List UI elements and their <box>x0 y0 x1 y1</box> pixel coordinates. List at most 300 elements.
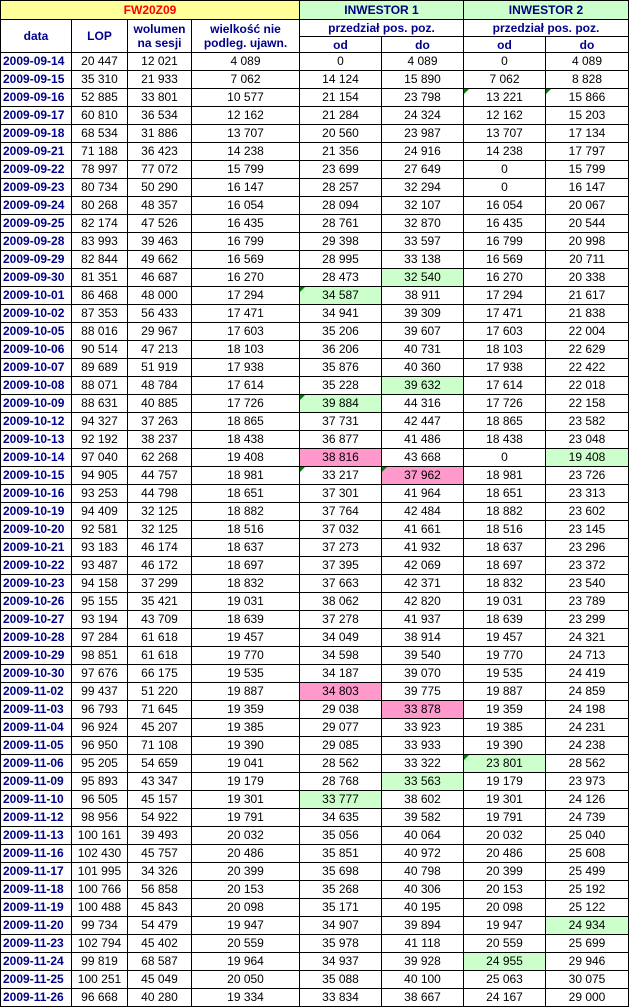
table-row <box>1 737 629 755</box>
lop-cell: 94 905 <box>72 467 128 485</box>
volume-cell: 37 263 <box>128 413 192 431</box>
investor2-from-cell: 12 162 <box>464 107 546 125</box>
volume-cell: 39 463 <box>128 233 192 251</box>
volume-cell: 51 220 <box>128 683 192 701</box>
investor2-range-header: przedział pos. poz. <box>464 20 629 37</box>
lop-cell: 99 734 <box>72 917 128 935</box>
table-row <box>1 179 629 197</box>
size-cell: 4 089 <box>192 53 300 71</box>
investor2-from-cell: 18 865 <box>464 413 546 431</box>
investor2-to-cell: 22 629 <box>546 341 629 359</box>
investor2-to-cell: 25 699 <box>546 935 629 953</box>
investor2-to-cell: 20 711 <box>546 251 629 269</box>
investor2-to-cell: 24 713 <box>546 647 629 665</box>
size-cell: 17 938 <box>192 359 300 377</box>
investor2-to-cell: 20 338 <box>546 269 629 287</box>
size-cell: 18 103 <box>192 341 300 359</box>
investor2-to-cell: 23 540 <box>546 575 629 593</box>
investor2-to-cell: 23 602 <box>546 503 629 521</box>
investor1-from-cell: 28 473 <box>300 269 382 287</box>
investor2-to-cell: 24 126 <box>546 791 629 809</box>
volume-cell: 71 645 <box>128 701 192 719</box>
investor2-to-cell: 23 048 <box>546 431 629 449</box>
date-cell: 2009-10-02 <box>1 305 72 323</box>
investor2-from-cell: 19 390 <box>464 737 546 755</box>
investor1-to-cell: 39 540 <box>382 647 464 665</box>
investor1-from-cell: 28 761 <box>300 215 382 233</box>
lop-cell: 88 631 <box>72 395 128 413</box>
investor1-from-cell: 28 995 <box>300 251 382 269</box>
investor2-to-cell: 24 321 <box>546 629 629 647</box>
date-cell: 2009-10-05 <box>1 323 72 341</box>
table-row <box>1 701 629 719</box>
investor1-to-cell: 39 928 <box>382 953 464 971</box>
investor1-from-cell: 35 698 <box>300 863 382 881</box>
size-cell: 19 791 <box>192 809 300 827</box>
lop-cell: 100 488 <box>72 899 128 917</box>
investor2-to-cell: 22 422 <box>546 359 629 377</box>
investor1-from-cell: 34 587 <box>300 287 382 305</box>
date-cell: 2009-10-19 <box>1 503 72 521</box>
investor2-from-cell: 18 438 <box>464 431 546 449</box>
investor2-from-cell: 19 457 <box>464 629 546 647</box>
investor1-to-cell: 42 447 <box>382 413 464 431</box>
investor2-to-cell: 23 726 <box>546 467 629 485</box>
lop-cell: 100 251 <box>72 971 128 989</box>
investor1-from-cell: 21 154 <box>300 89 382 107</box>
investor2-to-cell: 29 000 <box>546 989 629 1007</box>
investor1-from-cell: 34 598 <box>300 647 382 665</box>
date-cell: 2009-09-15 <box>1 71 72 89</box>
lop-cell: 92 192 <box>72 431 128 449</box>
investor1-to-cell: 38 914 <box>382 629 464 647</box>
table-row <box>1 575 629 593</box>
investor2-to-cell: 22 004 <box>546 323 629 341</box>
investor2-from-cell: 18 882 <box>464 503 546 521</box>
investor2-from-cell: 25 063 <box>464 971 546 989</box>
table-row <box>1 197 629 215</box>
size-cell: 19 947 <box>192 917 300 935</box>
date-cell: 2009-10-30 <box>1 665 72 683</box>
investor2-from-cell: 16 054 <box>464 197 546 215</box>
investor2-to-cell: 21 838 <box>546 305 629 323</box>
volume-cell: 77 072 <box>128 161 192 179</box>
investor2-to-cell: 24 859 <box>546 683 629 701</box>
investor1-header: INWESTOR 1 <box>300 1 464 20</box>
investor2-to-cell: 24 231 <box>546 719 629 737</box>
investor1-to-cell: 40 064 <box>382 827 464 845</box>
table-row <box>1 593 629 611</box>
volume-cell: 32 125 <box>128 521 192 539</box>
investor1-from-cell: 35 228 <box>300 377 382 395</box>
investor1-from-cell: 35 206 <box>300 323 382 341</box>
investor1-from-cell: 29 038 <box>300 701 382 719</box>
size-cell: 16 054 <box>192 197 300 215</box>
investor2-to-cell: 23 582 <box>546 413 629 431</box>
table-row <box>1 269 629 287</box>
investor1-to-cell: 24 916 <box>382 143 464 161</box>
table-row <box>1 125 629 143</box>
size-cell: 17 726 <box>192 395 300 413</box>
size-cell: 20 399 <box>192 863 300 881</box>
volume-cell: 43 709 <box>128 611 192 629</box>
investor1-from-cell: 33 777 <box>300 791 382 809</box>
date-cell: 2009-11-18 <box>1 881 72 899</box>
investor2-from-cell: 24 167 <box>464 989 546 1007</box>
investor1-to-cell: 40 798 <box>382 863 464 881</box>
date-cell: 2009-09-17 <box>1 107 72 125</box>
investor1-to-cell: 33 933 <box>382 737 464 755</box>
investor2-to-cell: 22 158 <box>546 395 629 413</box>
investor1-to-header: do <box>382 37 464 53</box>
size-cell: 20 032 <box>192 827 300 845</box>
lop-cell: 99 819 <box>72 953 128 971</box>
volume-cell: 39 493 <box>128 827 192 845</box>
table-row <box>1 863 629 881</box>
investor2-to-cell: 20 998 <box>546 233 629 251</box>
volume-cell: 36 534 <box>128 107 192 125</box>
volume-cell: 48 000 <box>128 287 192 305</box>
size-cell: 15 799 <box>192 161 300 179</box>
date-cell: 2009-11-06 <box>1 755 72 773</box>
investor1-from-cell: 34 941 <box>300 305 382 323</box>
size-cell: 14 238 <box>192 143 300 161</box>
investor1-to-cell: 42 820 <box>382 593 464 611</box>
investor1-from-cell: 36 206 <box>300 341 382 359</box>
table-row <box>1 773 629 791</box>
table-row <box>1 971 629 989</box>
table-row <box>1 899 629 917</box>
investor2-from-cell: 0 <box>464 179 546 197</box>
investor1-to-cell: 39 607 <box>382 323 464 341</box>
investor1-to-cell: 33 923 <box>382 719 464 737</box>
investor2-from-cell: 0 <box>464 161 546 179</box>
date-cell: 2009-09-24 <box>1 197 72 215</box>
investor1-to-cell: 40 306 <box>382 881 464 899</box>
date-cell: 2009-09-14 <box>1 53 72 71</box>
investor1-to-cell: 33 138 <box>382 251 464 269</box>
date-cell: 2009-10-12 <box>1 413 72 431</box>
size-cell: 20 098 <box>192 899 300 917</box>
table-row <box>1 485 629 503</box>
investor2-from-cell: 19 301 <box>464 791 546 809</box>
lop-cell: 93 487 <box>72 557 128 575</box>
date-cell: 2009-11-17 <box>1 863 72 881</box>
lop-cell: 68 534 <box>72 125 128 143</box>
investor1-to-cell: 41 964 <box>382 485 464 503</box>
date-cell: 2009-10-20 <box>1 521 72 539</box>
investor2-from-cell: 13 221 <box>464 89 546 107</box>
investor1-from-cell: 38 062 <box>300 593 382 611</box>
table-row <box>1 359 629 377</box>
table-row <box>1 503 629 521</box>
investor2-from-cell: 18 639 <box>464 611 546 629</box>
volume-cell: 33 801 <box>128 89 192 107</box>
investor2-to-cell: 24 739 <box>546 809 629 827</box>
table-row <box>1 935 629 953</box>
date-cell: 2009-10-21 <box>1 539 72 557</box>
investor1-to-cell: 41 661 <box>382 521 464 539</box>
date-col-header: data <box>1 20 72 53</box>
volume-cell: 46 172 <box>128 557 192 575</box>
investor1-to-cell: 32 107 <box>382 197 464 215</box>
date-cell: 2009-11-25 <box>1 971 72 989</box>
lop-cell: 96 950 <box>72 737 128 755</box>
table-row <box>1 377 629 395</box>
investor2-to-cell: 17 134 <box>546 125 629 143</box>
investor2-from-header: od <box>464 37 546 53</box>
volume-cell: 34 326 <box>128 863 192 881</box>
investor1-to-cell: 39 894 <box>382 917 464 935</box>
investor1-from-cell: 38 816 <box>300 449 382 467</box>
volume-cell: 43 347 <box>128 773 192 791</box>
investor1-from-cell: 29 398 <box>300 233 382 251</box>
investor1-to-cell: 41 937 <box>382 611 464 629</box>
investor2-from-cell: 19 947 <box>464 917 546 935</box>
table-row <box>1 233 629 251</box>
investor1-to-cell: 37 962 <box>382 467 464 485</box>
size-cell: 16 799 <box>192 233 300 251</box>
volume-cell: 56 433 <box>128 305 192 323</box>
volume-cell: 47 526 <box>128 215 192 233</box>
volume-cell: 61 618 <box>128 647 192 665</box>
investor2-from-cell: 17 938 <box>464 359 546 377</box>
volume-cell: 12 021 <box>128 53 192 71</box>
date-cell: 2009-09-25 <box>1 215 72 233</box>
date-cell: 2009-11-16 <box>1 845 72 863</box>
volume-cell: 46 174 <box>128 539 192 557</box>
investor1-to-cell: 23 798 <box>382 89 464 107</box>
size-cell: 18 516 <box>192 521 300 539</box>
date-cell: 2009-10-14 <box>1 449 72 467</box>
size-cell: 16 270 <box>192 269 300 287</box>
lop-cell: 93 253 <box>72 485 128 503</box>
lop-cell: 98 851 <box>72 647 128 665</box>
volume-cell: 40 885 <box>128 395 192 413</box>
series-header: FW20Z09 <box>1 1 300 20</box>
header-row-groups <box>1 1 629 20</box>
volume-cell: 62 268 <box>128 449 192 467</box>
size-cell: 7 062 <box>192 71 300 89</box>
investor2-from-cell: 24 955 <box>464 953 546 971</box>
lop-cell: 83 993 <box>72 233 128 251</box>
investor2-from-cell: 18 832 <box>464 575 546 593</box>
date-cell: 2009-11-13 <box>1 827 72 845</box>
investor1-from-cell: 35 851 <box>300 845 382 863</box>
investor1-to-cell: 23 987 <box>382 125 464 143</box>
investor2-from-cell: 19 791 <box>464 809 546 827</box>
size-cell: 19 408 <box>192 449 300 467</box>
date-cell: 2009-10-28 <box>1 629 72 647</box>
date-cell: 2009-10-08 <box>1 377 72 395</box>
lop-cell: 80 734 <box>72 179 128 197</box>
investor2-to-cell: 23 145 <box>546 521 629 539</box>
volume-cell: 45 049 <box>128 971 192 989</box>
lop-cell: 93 194 <box>72 611 128 629</box>
investor2-from-cell: 19 359 <box>464 701 546 719</box>
volume-cell: 46 687 <box>128 269 192 287</box>
size-cell: 19 031 <box>192 593 300 611</box>
investor2-from-cell: 20 098 <box>464 899 546 917</box>
investor1-to-cell: 24 324 <box>382 107 464 125</box>
investor1-to-cell: 42 069 <box>382 557 464 575</box>
table-row <box>1 755 629 773</box>
investor1-from-cell: 34 635 <box>300 809 382 827</box>
date-cell: 2009-10-09 <box>1 395 72 413</box>
investor1-to-cell: 39 632 <box>382 377 464 395</box>
lop-cell: 96 668 <box>72 989 128 1007</box>
table-row <box>1 647 629 665</box>
size-cell: 19 301 <box>192 791 300 809</box>
investor1-to-cell: 32 294 <box>382 179 464 197</box>
volume-col-header <box>128 20 192 53</box>
investor2-from-cell: 17 726 <box>464 395 546 413</box>
lop-cell: 89 689 <box>72 359 128 377</box>
size-cell: 19 770 <box>192 647 300 665</box>
investor1-from-cell: 34 187 <box>300 665 382 683</box>
investor1-from-cell: 37 395 <box>300 557 382 575</box>
table-row <box>1 719 629 737</box>
table-row <box>1 845 629 863</box>
volume-cell: 61 618 <box>128 629 192 647</box>
table-body <box>1 53 629 1007</box>
investor2-to-cell: 23 299 <box>546 611 629 629</box>
investor1-from-cell: 28 094 <box>300 197 382 215</box>
lop-cell: 100 766 <box>72 881 128 899</box>
table-row <box>1 809 629 827</box>
lop-cell: 92 581 <box>72 521 128 539</box>
lop-cell: 95 893 <box>72 773 128 791</box>
investor1-to-cell: 38 602 <box>382 791 464 809</box>
volume-cell: 45 402 <box>128 935 192 953</box>
table-row <box>1 629 629 647</box>
size-cell: 18 651 <box>192 485 300 503</box>
date-cell: 2009-11-12 <box>1 809 72 827</box>
table-row <box>1 107 629 125</box>
table-row <box>1 287 629 305</box>
volume-cell: 45 843 <box>128 899 192 917</box>
investor1-from-cell: 34 937 <box>300 953 382 971</box>
table-row <box>1 431 629 449</box>
investor2-from-cell: 17 294 <box>464 287 546 305</box>
investor1-from-header: od <box>300 37 382 53</box>
lop-cell: 88 071 <box>72 377 128 395</box>
lop-cell: 97 284 <box>72 629 128 647</box>
investor1-to-cell: 33 322 <box>382 755 464 773</box>
investor1-from-cell: 35 268 <box>300 881 382 899</box>
table-row <box>1 917 629 935</box>
volume-cell: 54 479 <box>128 917 192 935</box>
volume-col-header-line2: na sesji <box>137 36 182 50</box>
lop-cell: 95 155 <box>72 593 128 611</box>
investor2-to-cell: 24 419 <box>546 665 629 683</box>
volume-cell: 68 587 <box>128 953 192 971</box>
table-row <box>1 341 629 359</box>
date-cell: 2009-09-18 <box>1 125 72 143</box>
lop-col-header: LOP <box>72 20 128 53</box>
size-cell: 18 637 <box>192 539 300 557</box>
investor2-to-cell: 20 544 <box>546 215 629 233</box>
investor1-from-cell: 37 301 <box>300 485 382 503</box>
volume-cell: 21 933 <box>128 71 192 89</box>
lop-cell: 81 351 <box>72 269 128 287</box>
volume-cell: 45 157 <box>128 791 192 809</box>
volume-cell: 36 423 <box>128 143 192 161</box>
size-cell: 19 457 <box>192 629 300 647</box>
table-row <box>1 539 629 557</box>
date-cell: 2009-10-27 <box>1 611 72 629</box>
investor2-to-cell: 25 499 <box>546 863 629 881</box>
table-row <box>1 305 629 323</box>
investor1-to-cell: 32 540 <box>382 269 464 287</box>
volume-cell: 50 290 <box>128 179 192 197</box>
size-cell: 19 334 <box>192 989 300 1007</box>
size-col-header-line2: podleg. ujawn. <box>203 36 288 50</box>
size-cell: 17 614 <box>192 377 300 395</box>
size-cell: 17 294 <box>192 287 300 305</box>
investor2-from-cell: 20 399 <box>464 863 546 881</box>
date-cell: 2009-11-03 <box>1 701 72 719</box>
lop-cell: 97 676 <box>72 665 128 683</box>
investor1-from-cell: 34 049 <box>300 629 382 647</box>
investor1-to-cell: 40 731 <box>382 341 464 359</box>
volume-cell: 54 659 <box>128 755 192 773</box>
investor1-from-cell: 37 278 <box>300 611 382 629</box>
investor2-to-cell: 16 147 <box>546 179 629 197</box>
investor2-to-cell: 25 040 <box>546 827 629 845</box>
investor1-from-cell: 34 907 <box>300 917 382 935</box>
investor2-from-cell: 7 062 <box>464 71 546 89</box>
table-row <box>1 683 629 701</box>
investor2-from-cell: 19 031 <box>464 593 546 611</box>
date-cell: 2009-11-09 <box>1 773 72 791</box>
investor1-from-cell: 29 085 <box>300 737 382 755</box>
date-cell: 2009-11-10 <box>1 791 72 809</box>
investor2-to-cell: 24 198 <box>546 701 629 719</box>
investor1-from-cell: 34 803 <box>300 683 382 701</box>
investor1-to-cell: 39 309 <box>382 305 464 323</box>
investor2-from-cell: 20 559 <box>464 935 546 953</box>
investor2-to-cell: 15 799 <box>546 161 629 179</box>
volume-cell: 71 108 <box>128 737 192 755</box>
volume-cell: 54 922 <box>128 809 192 827</box>
lop-cell: 90 514 <box>72 341 128 359</box>
volume-cell: 56 858 <box>128 881 192 899</box>
investor1-from-cell: 39 884 <box>300 395 382 413</box>
size-cell: 18 865 <box>192 413 300 431</box>
investor2-to-cell: 25 608 <box>546 845 629 863</box>
investor1-to-cell: 41 118 <box>382 935 464 953</box>
investor1-to-cell: 40 972 <box>382 845 464 863</box>
investor2-from-cell: 19 535 <box>464 665 546 683</box>
investor1-from-cell: 29 077 <box>300 719 382 737</box>
table-row <box>1 989 629 1007</box>
investor2-to-cell: 23 789 <box>546 593 629 611</box>
investor1-from-cell: 35 978 <box>300 935 382 953</box>
lop-cell: 60 810 <box>72 107 128 125</box>
investor1-to-cell: 39 070 <box>382 665 464 683</box>
volume-cell: 35 421 <box>128 593 192 611</box>
size-cell: 20 153 <box>192 881 300 899</box>
table-row <box>1 521 629 539</box>
investor2-from-cell: 14 238 <box>464 143 546 161</box>
date-cell: 2009-11-05 <box>1 737 72 755</box>
lop-cell: 78 997 <box>72 161 128 179</box>
investor1-from-cell: 28 768 <box>300 773 382 791</box>
volume-cell: 48 357 <box>128 197 192 215</box>
date-cell: 2009-10-06 <box>1 341 72 359</box>
size-col-header <box>192 20 300 53</box>
